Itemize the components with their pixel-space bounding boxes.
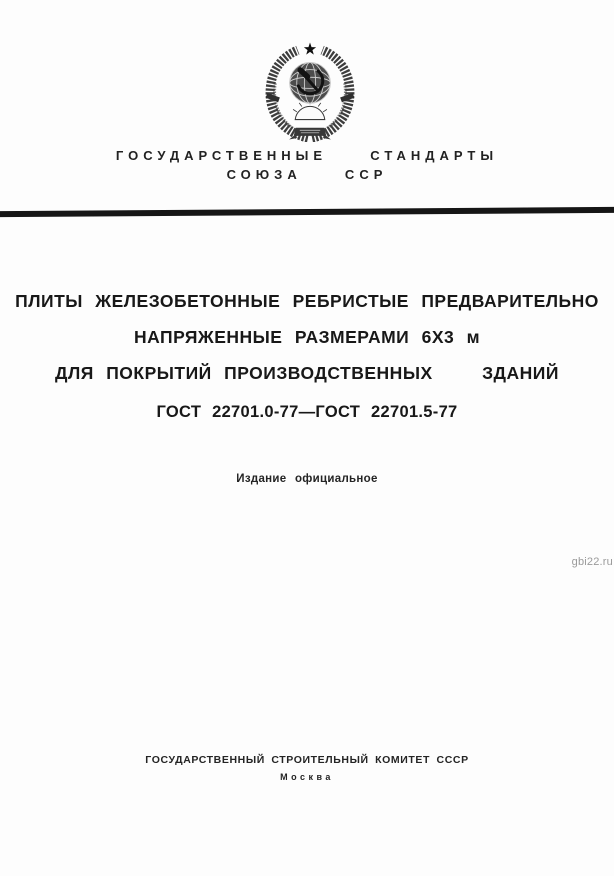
site-watermark: gbi22.ru <box>571 556 613 568</box>
title-line-1: ПЛИТЫ ЖЕЛЕЗОБЕТОННЫЕ РЕБРИСТЫЕ ПРЕДВАРИТЕЛЬНО <box>15 291 599 311</box>
edition-note: Издание официальное <box>236 473 378 485</box>
ussr-state-emblem-icon <box>259 40 361 142</box>
footer-city: Москва <box>280 772 334 782</box>
header-org-line1: ГОСУДАРСТВЕННЫЕ СТАНДАРТЫ <box>115 148 499 163</box>
title-line-3: ДЛЯ ПОКРЫТИЙ ПРОИЗВОДСТВЕННЫХ ЗДАНИЙ <box>55 363 559 383</box>
standard-designation: ГОСТ 22701.0-77—ГОСТ 22701.5-77 <box>156 403 458 421</box>
horizontal-rule <box>0 207 614 217</box>
footer-publisher: ГОСУДАРСТВЕННЫЙ СТРОИТЕЛЬНЫЙ КОМИТЕТ СССР <box>145 754 469 766</box>
header-org-line2: СОЮЗА ССР <box>226 167 388 182</box>
title-line-2: НАПРЯЖЕННЫЕ РАЗМЕРАМИ 6Х3 м <box>133 327 481 347</box>
